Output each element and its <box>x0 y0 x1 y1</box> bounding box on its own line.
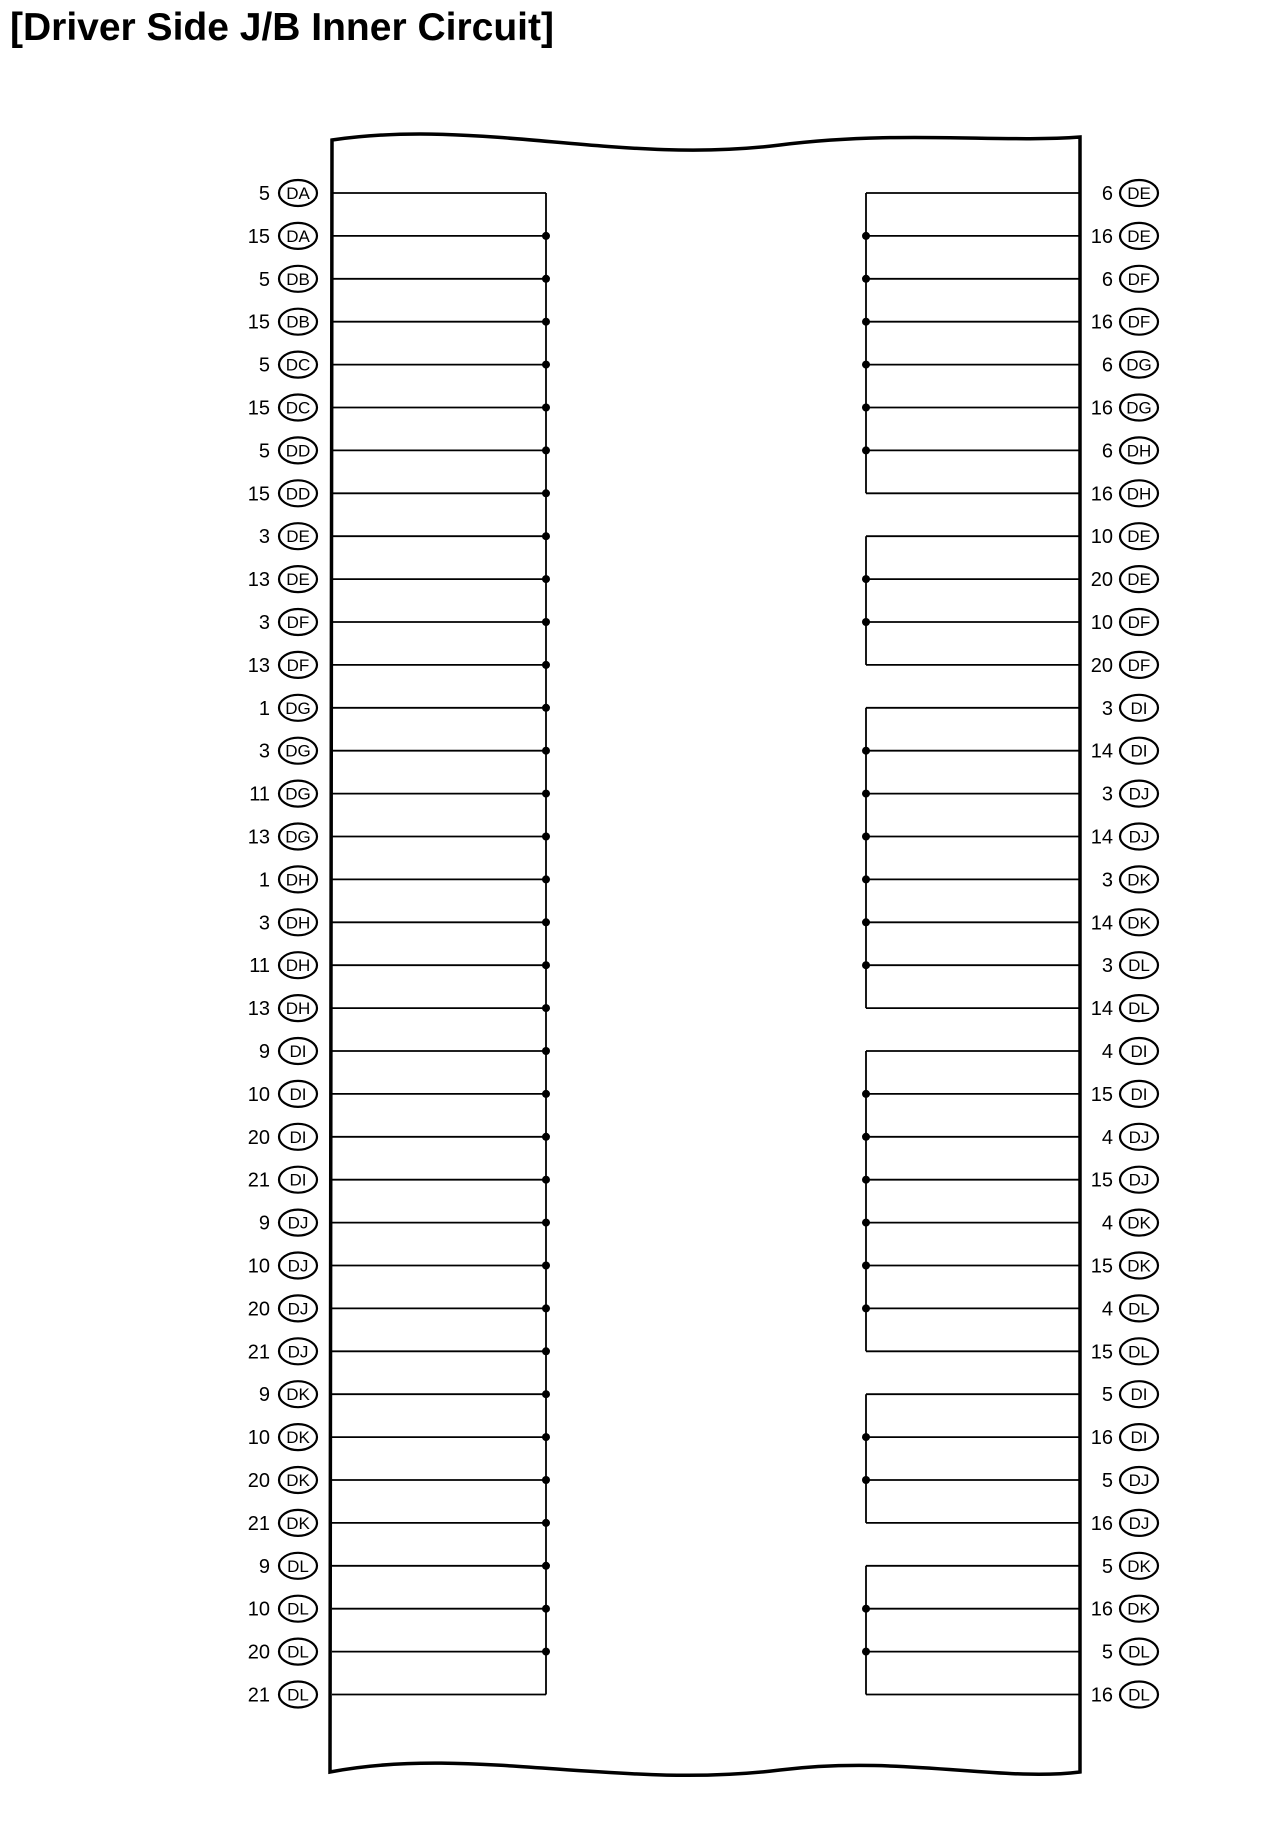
connector-code: DL <box>287 1642 309 1662</box>
left-terminal-3-DF <box>259 609 317 635</box>
right-terminal-16-DL <box>1091 1682 1158 1708</box>
right-terminal-4-DL <box>1102 1295 1158 1321</box>
left-terminal-5-DC <box>259 352 317 378</box>
connector-code: DK <box>286 1513 310 1533</box>
connector-code: DJ <box>1128 1170 1150 1190</box>
pin-number: 3 <box>258 740 270 763</box>
connector-code: DJ <box>287 1256 309 1276</box>
pin-number: 5 <box>1101 1470 1113 1492</box>
pin-number: 14 <box>1090 826 1113 849</box>
pin-number: 3 <box>258 526 270 549</box>
pin-number: 10 <box>247 1083 270 1106</box>
junction-dot <box>542 532 550 540</box>
right-terminal-5-DK <box>1102 1553 1158 1579</box>
junction-dot <box>542 489 550 497</box>
left-terminal-20-DI <box>248 1124 317 1150</box>
pin-number: 20 <box>247 1470 270 1492</box>
junction-dot <box>862 575 870 583</box>
pin-number: 10 <box>1090 612 1113 634</box>
connector-code: DF <box>286 655 310 675</box>
pin-number: 14 <box>1090 998 1113 1021</box>
pin-number: 11 <box>249 955 270 978</box>
connector-code: DJ <box>1128 784 1150 804</box>
right-terminal-5-DJ <box>1102 1467 1158 1493</box>
right-terminal-15-DI <box>1091 1081 1158 1107</box>
right-terminal-15-DL <box>1091 1338 1158 1364</box>
right-terminal-10-DE <box>1091 523 1158 549</box>
right-terminal-16-DI <box>1091 1424 1158 1450</box>
junction-dot <box>542 1390 550 1398</box>
junction-dot <box>542 404 550 412</box>
connector-code: DL <box>1128 1642 1150 1662</box>
left-terminal-3-DE <box>259 523 317 549</box>
pin-number: 5 <box>258 354 270 377</box>
left-terminal-3-DH <box>259 909 317 935</box>
left-terminal-10-DI <box>248 1081 317 1107</box>
pin-number: 10 <box>247 1255 270 1278</box>
junction-dot <box>862 790 870 798</box>
pin-number: 16 <box>1090 1598 1113 1621</box>
junction-dot <box>542 1219 550 1227</box>
left-terminal-11-DG <box>249 781 317 807</box>
right-terminal-3-DJ <box>1102 781 1158 807</box>
pin-number: 16 <box>1090 311 1113 334</box>
pin-number: 4 <box>1101 1126 1113 1149</box>
pin-number: 11 <box>249 783 270 806</box>
connector-code: DE <box>1127 570 1151 590</box>
pin-number: 9 <box>258 1041 270 1063</box>
pin-number: 21 <box>247 1169 270 1192</box>
pin-number: 3 <box>1101 955 1113 978</box>
junction-dot <box>542 275 550 283</box>
left-terminal-9-DL <box>259 1553 317 1579</box>
connector-code: DK <box>286 1385 310 1405</box>
left-terminal-20-DK <box>248 1467 317 1493</box>
connector-code: DE <box>286 527 310 547</box>
connector-code: DG <box>1126 355 1152 375</box>
connector-code: DL <box>1128 1685 1150 1705</box>
pin-number: 21 <box>247 1512 270 1535</box>
junction-dot <box>862 833 870 841</box>
junction-dot <box>542 1262 550 1270</box>
connector-code: DK <box>1127 913 1151 933</box>
junction-dot <box>542 961 550 969</box>
right-terminal-14-DI <box>1091 738 1158 764</box>
pin-number: 13 <box>247 826 270 849</box>
junction-dot <box>542 318 550 326</box>
junction-dot <box>862 618 870 626</box>
connector-code: DG <box>285 741 311 761</box>
connector-code: DH <box>285 956 311 976</box>
junction-dot <box>862 1219 870 1227</box>
connector-code: DK <box>286 1428 310 1448</box>
connector-code: DG <box>285 827 311 847</box>
junction-dot <box>862 1476 870 1484</box>
junction-dot <box>542 1519 550 1527</box>
connector-code: DJ <box>287 1299 309 1319</box>
junction-dot <box>862 1433 870 1441</box>
left-terminal-5-DD <box>259 437 317 463</box>
pin-number: 4 <box>1101 1298 1113 1321</box>
pin-number: 5 <box>258 268 270 291</box>
connector-code: DJ <box>1128 1513 1150 1533</box>
pin-number: 20 <box>247 1126 270 1149</box>
pin-number: 13 <box>247 654 270 677</box>
connector-code: DE <box>1127 184 1151 203</box>
connector-code: DI <box>289 1127 307 1147</box>
right-terminal-4-DK <box>1102 1210 1158 1236</box>
connector-code: DL <box>287 1556 309 1576</box>
connector-code: DK <box>1127 1556 1151 1576</box>
pin-number: 15 <box>1090 1169 1113 1192</box>
junction-dot <box>542 446 550 454</box>
pin-number: 14 <box>1090 740 1113 763</box>
junction-dot <box>862 1176 870 1184</box>
junction-dot <box>542 1176 550 1184</box>
pin-number: 1 <box>258 697 270 720</box>
pin-number: 3 <box>1101 697 1113 720</box>
connector-code: DI <box>1130 1428 1148 1448</box>
right-terminal-6-DF <box>1102 266 1158 292</box>
right-terminal-14-DK <box>1091 909 1158 935</box>
junction-dot <box>862 747 870 755</box>
connector-code: DC <box>285 398 311 418</box>
left-terminal-9-DI <box>259 1038 317 1064</box>
connector-code: DJ <box>287 1213 309 1233</box>
pin-number: 15 <box>247 225 270 248</box>
junction-dot <box>542 1133 550 1141</box>
pin-number: 10 <box>247 1598 270 1621</box>
junction-dot <box>542 1433 550 1441</box>
connector-code: DK <box>1127 1599 1151 1619</box>
pin-number: 16 <box>1090 397 1113 420</box>
pin-number: 9 <box>258 1384 270 1407</box>
pin-number: 4 <box>1101 1212 1113 1235</box>
pin-number: 3 <box>1101 783 1113 806</box>
connector-code: DF <box>286 613 310 632</box>
connector-code: DI <box>1130 698 1148 718</box>
connector-code: DI <box>1130 1042 1148 1061</box>
connector-code: DB <box>286 269 310 289</box>
pin-number: 1 <box>258 869 270 892</box>
left-terminal-5-DB <box>259 266 317 292</box>
pin-number: 20 <box>247 1298 270 1321</box>
pin-number: 13 <box>247 998 270 1021</box>
junction-dot <box>542 833 550 841</box>
connector-code: DJ <box>1128 827 1150 847</box>
connector-code: DL <box>287 1599 309 1619</box>
pin-number: 14 <box>1090 912 1113 935</box>
right-terminal-6-DE <box>1102 180 1158 206</box>
junction-dot <box>862 918 870 926</box>
junction-dot <box>862 446 870 454</box>
left-terminal-13-DH <box>248 995 317 1021</box>
right-terminal-16-DG <box>1091 395 1158 421</box>
junction-dot <box>542 1304 550 1312</box>
junction-dot <box>542 1347 550 1355</box>
pin-number: 10 <box>1090 526 1113 549</box>
connector-code: DD <box>285 441 311 461</box>
connector-code: DJ <box>1128 1127 1150 1147</box>
connector-code: DK <box>1127 1213 1151 1233</box>
right-terminal-16-DJ <box>1091 1510 1158 1536</box>
connector-code: DI <box>1130 741 1148 761</box>
pin-number: 3 <box>258 612 270 634</box>
connector-code: DK <box>1127 1256 1151 1276</box>
right-terminal-3-DL <box>1102 952 1158 978</box>
connector-code: DF <box>1127 613 1151 632</box>
connector-code: DC <box>285 355 311 375</box>
junction-dot <box>542 1047 550 1055</box>
junction-dot <box>862 1133 870 1141</box>
left-terminal-21-DJ <box>248 1338 317 1364</box>
pin-number: 5 <box>258 440 270 463</box>
pin-number: 20 <box>247 1641 270 1664</box>
right-terminal-4-DJ <box>1102 1124 1158 1150</box>
left-terminal-10-DJ <box>248 1253 317 1279</box>
left-terminal-1-DH <box>259 866 317 892</box>
pin-number: 5 <box>1101 1555 1113 1578</box>
connector-code: DH <box>1126 441 1152 461</box>
junction-dot <box>542 918 550 926</box>
pin-number: 9 <box>258 1212 270 1235</box>
pin-number: 6 <box>1101 268 1113 291</box>
junction-dot <box>542 232 550 240</box>
pin-number: 15 <box>247 483 270 506</box>
junction-dot <box>862 1304 870 1312</box>
right-terminal-16-DK <box>1091 1596 1158 1622</box>
right-terminal-3-DK <box>1102 866 1158 892</box>
connector-code: DG <box>285 784 311 804</box>
connector-code: DJ <box>287 1342 309 1362</box>
connector-code: DL <box>1128 1299 1150 1319</box>
junction-dot <box>542 790 550 798</box>
pin-number: 16 <box>1090 225 1113 248</box>
left-terminal-13-DE <box>248 566 317 592</box>
pin-number: 16 <box>1090 1512 1113 1535</box>
left-terminal-20-DL <box>248 1639 317 1665</box>
left-terminal-5-DA <box>259 180 317 206</box>
pin-number: 15 <box>1090 1341 1113 1364</box>
connector-code: DI <box>1130 1385 1148 1405</box>
connector-code: DL <box>1128 1342 1150 1362</box>
pin-number: 16 <box>1090 1427 1113 1450</box>
junction-dot <box>862 1090 870 1098</box>
left-terminal-15-DC <box>248 395 317 421</box>
pin-number: 20 <box>1090 569 1113 592</box>
right-terminal-6-DG <box>1102 352 1158 378</box>
pin-number: 21 <box>247 1684 270 1707</box>
right-terminal-20-DF <box>1091 652 1158 678</box>
connector-code: DI <box>1130 1084 1148 1104</box>
left-terminal-11-DH <box>249 952 317 978</box>
pin-number: 20 <box>1090 654 1113 677</box>
right-terminal-4-DI <box>1102 1038 1158 1064</box>
left-terminal-3-DG <box>259 738 317 764</box>
right-terminal-6-DH <box>1102 437 1158 463</box>
junction-dot <box>862 961 870 969</box>
left-terminal-15-DD <box>248 480 317 506</box>
junction-dot <box>862 318 870 326</box>
pin-number: 21 <box>247 1341 270 1364</box>
connector-code: DB <box>286 312 310 332</box>
connector-code: DD <box>285 484 311 504</box>
junction-block-outline <box>330 134 1080 1775</box>
connector-code: DI <box>289 1170 307 1190</box>
connector-code: DE <box>1127 226 1151 246</box>
right-terminal-15-DJ <box>1091 1167 1158 1193</box>
left-terminal-15-DA <box>248 223 317 249</box>
pin-number: 3 <box>1101 869 1113 892</box>
junction-dot <box>542 1090 550 1098</box>
pin-number: 10 <box>247 1427 270 1450</box>
pin-number: 15 <box>1090 1083 1113 1106</box>
connector-code: DK <box>286 1471 310 1490</box>
left-terminal-15-DB <box>248 309 317 335</box>
pin-number: 5 <box>1101 1641 1113 1664</box>
left-terminal-20-DJ <box>248 1295 317 1321</box>
pin-number: 4 <box>1101 1041 1113 1063</box>
connector-code: DL <box>1128 956 1150 976</box>
pin-number: 5 <box>258 183 270 205</box>
connector-code: DK <box>1127 870 1151 890</box>
pin-number: 6 <box>1101 183 1113 205</box>
connector-code: DE <box>1127 527 1151 547</box>
pin-number: 13 <box>247 569 270 592</box>
left-terminal-10-DL <box>248 1596 317 1622</box>
junction-dot <box>542 1476 550 1484</box>
terminals-group <box>248 180 1158 1708</box>
left-terminal-21-DL <box>248 1682 317 1708</box>
right-terminal-16-DH <box>1091 480 1158 506</box>
right-terminal-14-DJ <box>1091 824 1158 850</box>
right-terminal-5-DI <box>1102 1381 1158 1407</box>
junction-dot <box>862 1605 870 1613</box>
right-terminal-20-DE <box>1091 566 1158 592</box>
connector-code: DG <box>1126 398 1152 418</box>
junction-dot <box>542 618 550 626</box>
pin-number: 6 <box>1101 354 1113 377</box>
junction-dot <box>542 875 550 883</box>
junction-dot <box>542 661 550 669</box>
page-title: [Driver Side J/B Inner Circuit] <box>10 6 554 49</box>
left-terminal-9-DK <box>259 1381 317 1407</box>
pin-number: 6 <box>1101 440 1113 463</box>
right-terminal-5-DL <box>1102 1639 1158 1665</box>
left-terminal-10-DK <box>248 1424 317 1450</box>
junction-dot <box>542 1648 550 1656</box>
junction-dot <box>862 361 870 369</box>
connector-code: DF <box>1127 269 1151 289</box>
right-terminal-16-DE <box>1091 223 1158 249</box>
junction-dot <box>862 875 870 883</box>
connector-code: DH <box>1126 484 1152 504</box>
connector-code: DF <box>1127 312 1151 332</box>
junction-dot <box>542 361 550 369</box>
connector-code: DG <box>285 698 311 718</box>
junction-dot <box>862 275 870 283</box>
pin-number: 15 <box>247 311 270 334</box>
right-terminal-14-DL <box>1091 995 1158 1021</box>
junction-dot <box>862 1648 870 1656</box>
connector-code: DA <box>286 226 310 246</box>
junction-dot <box>862 232 870 240</box>
left-terminal-1-DG <box>259 695 317 721</box>
connector-code: DF <box>1127 655 1151 675</box>
wires-group <box>332 193 1080 1695</box>
junction-dot <box>542 704 550 712</box>
junction-dot <box>862 1262 870 1270</box>
pin-number: 5 <box>1101 1384 1113 1407</box>
pin-number: 3 <box>258 912 270 935</box>
left-terminal-21-DK <box>248 1510 317 1536</box>
right-terminal-10-DF <box>1091 609 1158 635</box>
right-terminal-16-DF <box>1091 309 1158 335</box>
connector-code: DH <box>285 870 311 890</box>
left-terminal-21-DI <box>248 1167 317 1193</box>
connector-code: DA <box>286 184 310 203</box>
connector-code: DL <box>287 1685 309 1705</box>
connector-code: DL <box>1128 999 1150 1019</box>
pin-number: 16 <box>1090 1684 1113 1707</box>
left-terminal-13-DF <box>248 652 317 678</box>
pin-number: 15 <box>247 397 270 420</box>
right-terminal-3-DI <box>1102 695 1158 721</box>
connector-code: DH <box>285 913 311 933</box>
junction-dot <box>542 575 550 583</box>
connector-code: DH <box>285 999 311 1019</box>
junction-dot <box>862 404 870 412</box>
connector-code: DE <box>286 570 310 590</box>
connector-code: DI <box>289 1042 307 1061</box>
pin-number: 9 <box>258 1555 270 1578</box>
junction-dot <box>542 1605 550 1613</box>
junction-dot <box>542 1004 550 1012</box>
junction-dot <box>542 1562 550 1570</box>
junction-dot <box>542 747 550 755</box>
left-terminal-13-DG <box>248 824 317 850</box>
left-terminal-9-DJ <box>259 1210 317 1236</box>
pin-number: 16 <box>1090 483 1113 506</box>
right-terminal-15-DK <box>1091 1253 1158 1279</box>
connector-code: DJ <box>1128 1471 1150 1490</box>
pin-number: 15 <box>1090 1255 1113 1278</box>
connector-code: DI <box>289 1084 307 1104</box>
